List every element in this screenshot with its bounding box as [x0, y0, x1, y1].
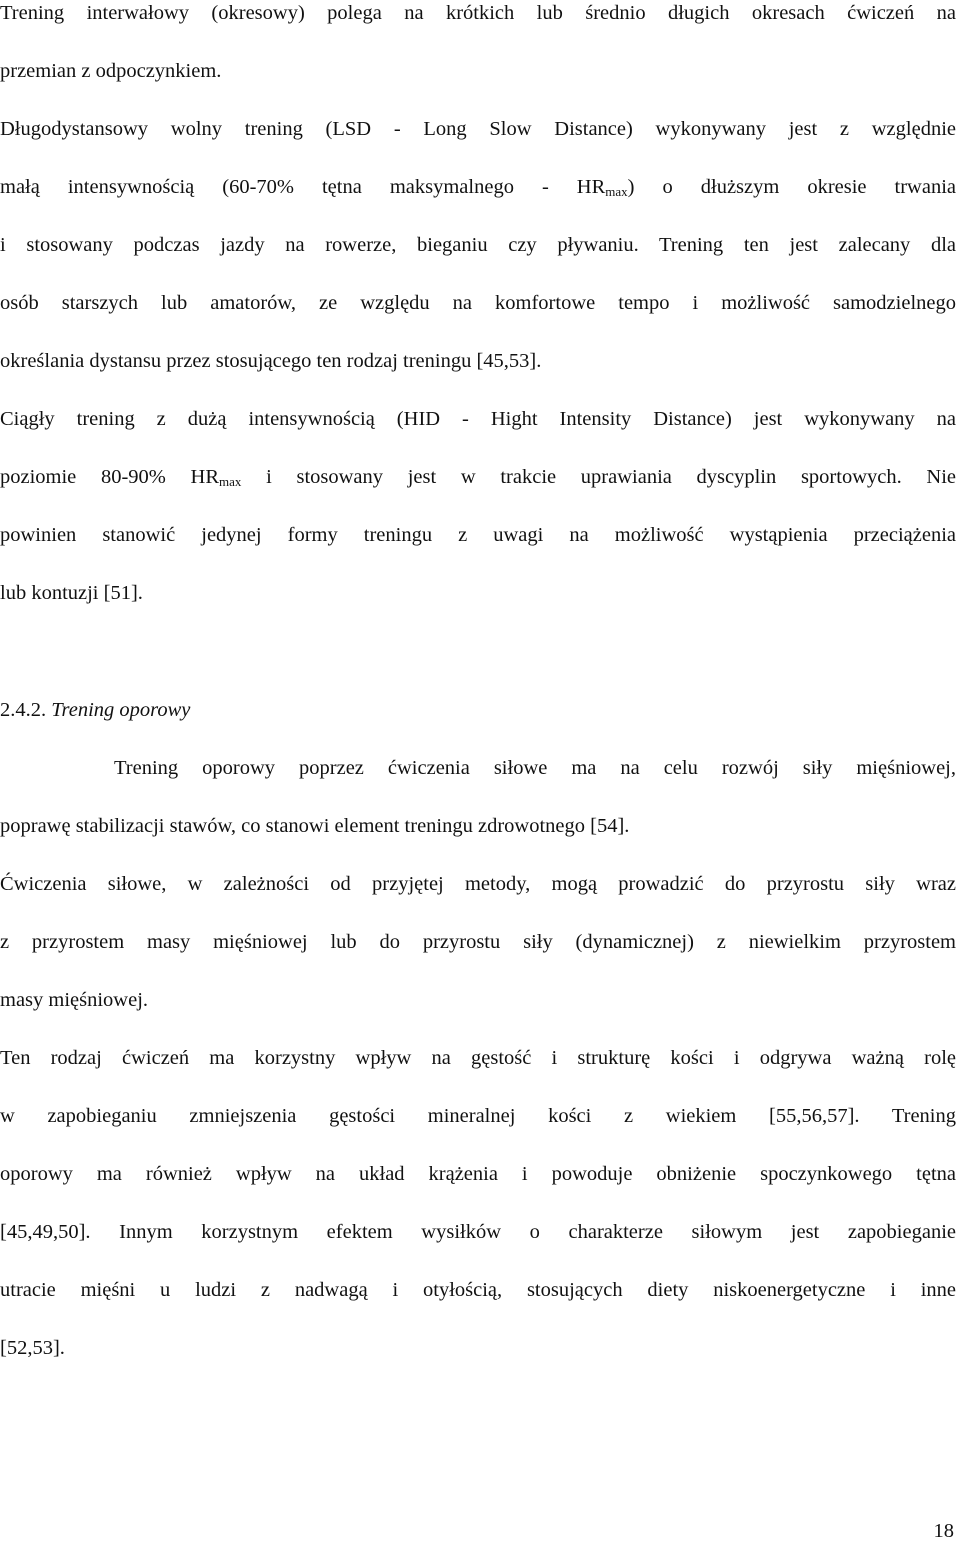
text-line: Ćwiczenia siłowe, w zależności od przyjętej metody, mogą prowadzić do przyrostu siły wraz [0, 873, 956, 895]
text-line: lub kontuzji [51]. [0, 582, 143, 604]
text-line: Trening oporowy poprzez ćwiczenia siłowe ma na celu rozwój siły mięśniowej, [114, 757, 956, 779]
section-heading [0, 697, 956, 723]
text-run: ) o dłuższym okresie trwania [627, 176, 956, 198]
text-line: Ciągły trening z dużą intensywnością (HID - Hight Intensity Distance) jest wykonywany na [0, 408, 956, 430]
text-line: masy mięśniowej. [0, 989, 149, 1011]
text-run: małą intensywnością (60-70% tętna maksymalnego - HR [0, 176, 606, 198]
text-line: osób starszych lub amatorów, ze względu na komfortowe tempo i możliwość samodzielnego [0, 292, 956, 314]
text-run: poziomie 80-90% HR [0, 466, 220, 488]
text-line [0, 174, 956, 200]
text-line: z przyrostem masy mięśniowej lub do przyrostu siły (dynamicznej) z niewielkim przyrostem [0, 931, 956, 953]
text-line: [45,49,50]. Innym korzystnym efektem wysiłków o charakterze siłowym jest zapobieganie [0, 1221, 956, 1243]
text-line: w zapobieganiu zmniejszenia gęstości mineralnej kości z wiekiem [55,56,57]. Trening [0, 1105, 956, 1127]
text-line: Ten rodzaj ćwiczeń ma korzystny wpływ na gęstość i strukturę kości i odgrywa ważną rolę [0, 1047, 956, 1069]
subscript: max [219, 474, 242, 489]
text-line [0, 464, 956, 490]
text-line: utracie mięśni u ludzi z nadwagą i otyłością, stosujących diety niskoenergetyczne i inne [0, 1279, 956, 1301]
section-number: 2.4.2. [0, 699, 47, 721]
text-line: poprawę stabilizacji stawów, co stanowi element treningu zdrowotnego [54]. [0, 815, 630, 837]
text-line: [52,53]. [0, 1337, 65, 1359]
text-line: Długodystansowy wolny trening (LSD - Long Slow Distance) wykonywany jest z względnie [0, 118, 956, 140]
section-title: Trening oporowy [51, 699, 191, 721]
text-line: określania dystansu przez stosującego ten rodzaj treningu [45,53]. [0, 350, 542, 372]
text-line: przemian z odpoczynkiem. [0, 60, 222, 82]
text-line: powinien stanowić jedynej formy treningu z uwagi na możliwość wystąpienia przeciążenia [0, 524, 956, 546]
page-number: 18 [933, 1520, 954, 1542]
text-line: oporowy ma również wpływ na układ krążenia i powoduje obniżenie spoczynkowego tętna [0, 1163, 956, 1185]
text-line: Trening interwałowy (okresowy) polega na krótkich lub średnio długich okresach ćwiczeń na [0, 2, 956, 24]
text-line: i stosowany podczas jazdy na rowerze, bieganiu czy pływaniu. Trening ten jest zalecany dla [0, 234, 956, 256]
text-run: i stosowany jest w trakcie uprawiania dyscyplin sportowych. Nie [241, 466, 956, 488]
subscript: max [605, 184, 628, 199]
